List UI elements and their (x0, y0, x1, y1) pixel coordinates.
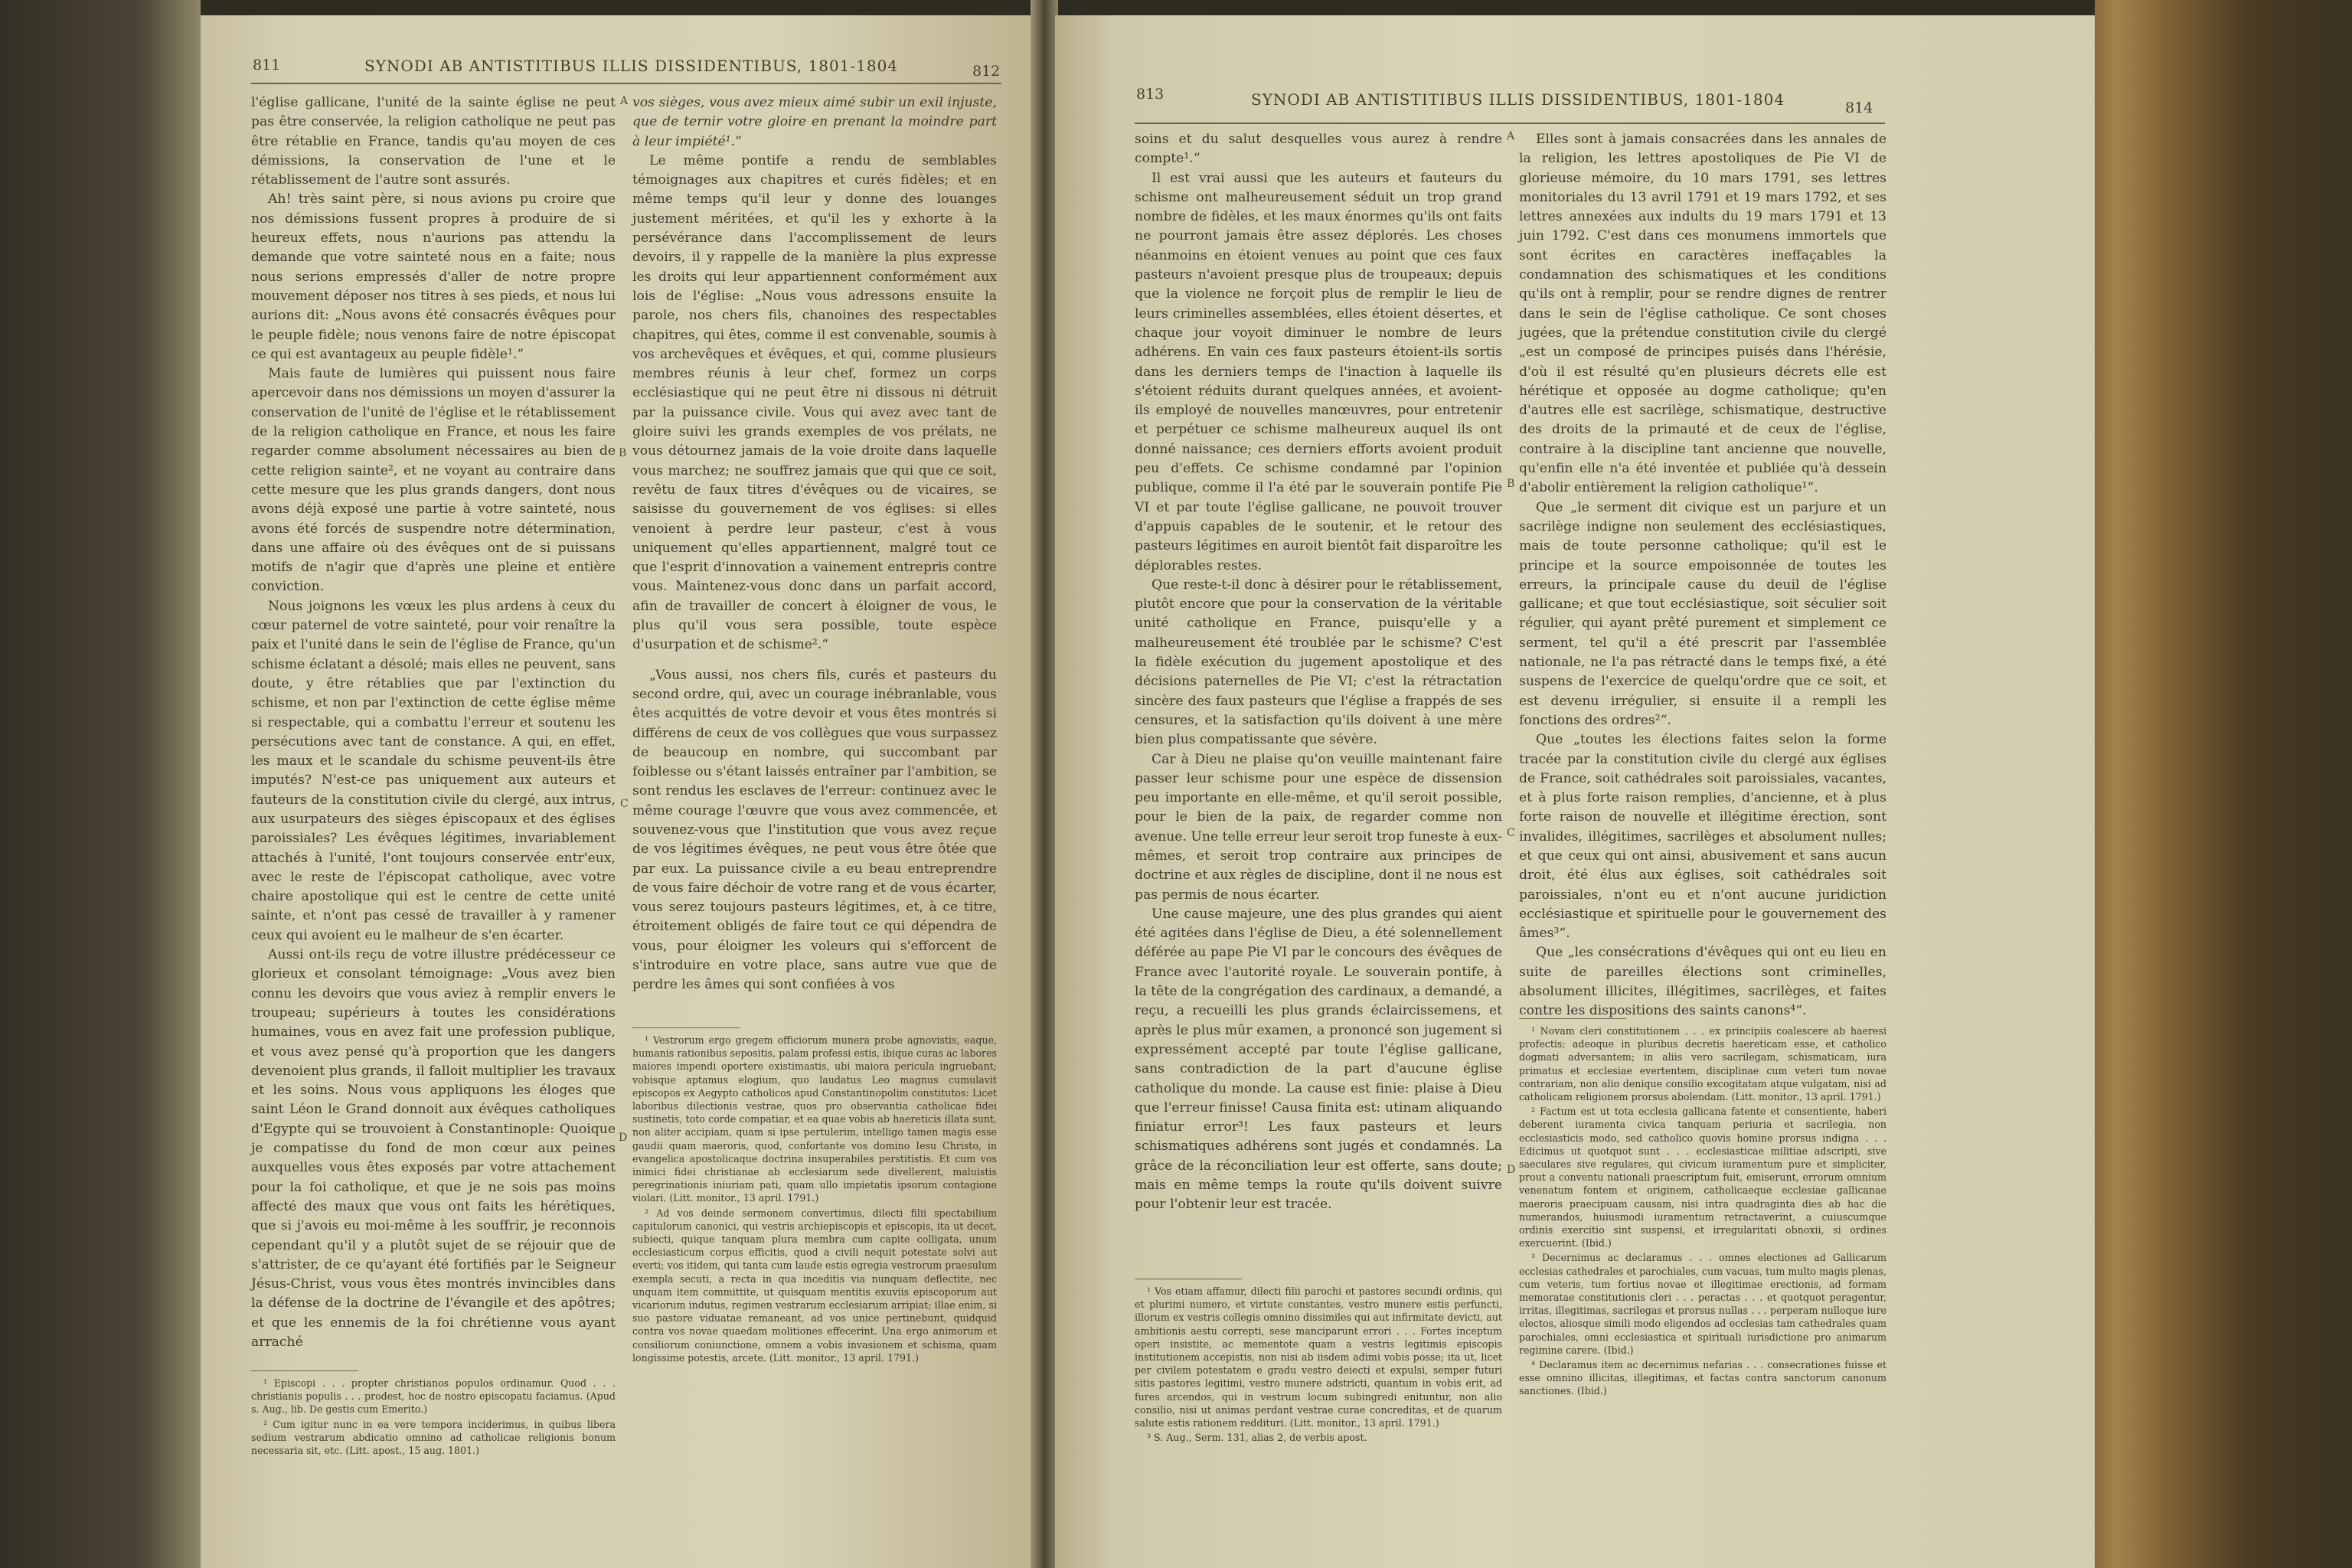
paragraph: Que „toutes les élections faites selon la forme tracée par la constitution civile du clergé aux églises de France, soit cathédrales soit paroissiales, vacantes, et à plus forte raison remplies, d'ancienne, et à plus forte raison de nouvelle et illégitime érection, sont invalides, illégitimes, sacrilèges et absolument nulles; et que ceux qui ont ainsi, abusivement et sans aucun droit, été élus aux églises, soit cathédrales soit paroissiales, n'ont eu et n'ont aucune juridiction ecclésiastique et spirituelle pour le gouvernement des âmes³“. (1519, 732, 1886, 942)
margin-letter-d: D (1507, 1164, 1516, 1176)
right-footnotes-a (1135, 1285, 1502, 1446)
footnote: ³ S. Aug., Serm. 131, alias 2, de verbis apost. (1147, 1432, 1367, 1444)
left-footnotes-b (632, 1034, 997, 1366)
margin-letter-b: B (1507, 478, 1515, 490)
paragraph: Elles sont à jamais consacrées dans les annales de la religion, les lettres apostoliques de Pie VI de glorieuse mémoire, du 10 mars 1791, ses lettres monitoriales du 13 avril 1791 et 19 mars 1792, et ses lettres annexées aux indults du 19 mars 1791 et 13 juin 1792. C'est dans ces monumens immortels que sont écrites en caractères ineffaçables la condamnation des schismatiques et les conditions qu'ils ont à remplir, pour se rendre dignes de rentrer dans le sein de l'église catholique. Ce sont choses jugées, que la prétendue constitution civile du clergé „est un composé de principes puisés dans l'hérésie, d'où il est résulté qu'en plusieurs décrets elle est hérétique et opposée au dogme catholique; qu'en d'autres elle est sacrilège, schismatique, destructive des droits de la primauté et de ceux de l'église, contraire à la discipline tant ancienne que nouvelle, qu'enfin elle n'a été inventée et publiée qu'à dessein d'abolir entièrement la religion catholique¹“. (1519, 132, 1886, 496)
footnote: ² Factum est ut tota ecclesia gallicana fatente et consentiente, haberi deberent iuramenta civica tanquam periuria et sacrilegia, non ecclesiasticis modo, sed catholico quovis homine prorsus indigna . . . Edicimus ut quotquot sunt . . . ecclesiasticae militiae adscripti, sive saeculares sive regulares, qui civicum iuramentum pure et simpliciter, prout a conventu nationali praescriptum fuit, emiserunt, errorum omnium venenatum fontem et originem, catholicaeque ecclesiae gallicanae maeroris praecipuam causam, nisi intra quadraginta dies ab hac die numerandos, huiusmodi iuramentum retractaverint, a cuiuscumque ordinis exercitio sint suspensi, et irregularitati obnoxii, si ordines exercuerint. (Ibid.) (1519, 1106, 1886, 1250)
paragraph: Mais faute de lumières qui puissent nous faire apercevoir dans nos démissions un moyen d'assurer la conservation de l'unité de l'église et le rétablissement de la religion catholique en France, et nous les faire regarder comme absolument nécessaires au bien de cette religion sainte², et ne voyant au contraire dans cette mesure que les plus grands dangers, dont nous avons déjà exposé une partie à votre sainteté, nous avons été forcés de suspendre notre détermination, dans une affaire où des évêques ont de si puissans motifs de n'agir que d'après une pleine et entière conviction. (251, 366, 616, 595)
footnote: ¹ Vestrorum ergo gregem officiorum munera probe agnovistis, eaque, humanis rationibus sepositis, palam professi estis, ibique curas ac labores maiores impendi oportere existimastis, ubi maiora pericula ingruebant; vobisque aptamus elogium, quo laudatus Leo magnus cumulavit episcopos ex Aegypto catholicos apud Constantinopolim constitutos: Licet laboribus dilectionis vestrae, quos pro observantia catholicae fidei sustinetis, toto corde compatiar, et ea quae vobis ab haereticis illata sunt, non aliter accipiam, quam si ipse pertulerim, intelligo tamen magis esse gaudii quam maeroris, quod, confortante vos domino Iesu Christo, in evangelica apostolicaque doctrina insuperabiles perstitistis. Et cum vos inimici fidei christianae ab ecclesiarum sede divellerent, maluistis peregrinationis iniuriam pati, quam ullo impietatis ipsorum contagione violari. (Litt. monitor., 13 april. 1791.) (632, 1034, 997, 1204)
right-column-b (1519, 130, 1886, 1021)
footnote: ¹ Vos etiam affamur, dilecti filii parochi et pastores secundi ordinis, qui et plurimi numero, et virtute constantes, vestro munere estis perfuncti, illorum ex vestris collegis omnino dissimiles qui aut infirmitate devicti, aut ambitionis aestu correpti, sese manciparunt errori . . . Fortes inceptum operi insistite, ac mementote quam a vestris legitimis episcopis institutionem accepistis, non nisi ab iisdem adimi vobis posse; ita ut, licet per civilem potestatem e gradu vestro deiecti et expulsi, semper futuri sitis pastores legitimi, vestro munere adstricti, quantum in vobis erit, ad fures arcendos, qui in vestrum locum subingredi enituntur, non alio consilio, nisi ut animas perdant vestrae curae concreditas, et de quarum salute estis rationem reddituri. (Litt. monitor., 13 april. 1791.) (1135, 1285, 1502, 1429)
book-gutter (1031, 0, 1058, 1568)
margin-letter-b: B (619, 447, 627, 459)
footnote: ² Cum igitur nunc in ea vere tempora inciderimus, in quibus libera sedium vestrarum abdicatio omnino ad catholicae religionis bonum necessaria sit, etc. (Litt. apost., 15 aug. 1801.) (251, 1418, 616, 1457)
paragraph: l'église gallicane, l'unité de la sainte église ne peut pas être conservée, la religion catholique ne peut pas être rétablie en France, tandis qu'au moyen de ces démissions, la conservation de l'une et le rétablissement de l'autre sont assurés. (251, 95, 616, 188)
paragraph: Nous joignons les vœux les plus ardens à ceux du cœur paternel de votre sainteté, pour voir renaître la paix et l'unité dans le sein de l'église de France, qu'un schisme éclatant a désolé; mais elles ne peuvent, sans doute, y être rétablies que par l'extinction du schisme, et non par l'extinction de cette église même si respectable, qui a combattu l'erreur et soutenu les persécutions avec tant de constance. A qui, en effet, les maux et le scandale du schisme peuvent-ils être imputés? N'est-ce pas uniquement aux auteurs et fauteurs de la constitution civile du clergé, aux intrus, aux usurpateurs des sièges épiscopaux et des églises paroissiales? Les évêques légitimes, invariablement attachés à l'unité, l'ont toujours conservée entr'eux, avec le reste de l'épiscopat catholique, avec votre chaire apostolique qui est le centre de cette unité sainte, et n'ont pas cessé de travailler à y ramener ceux qui avoient eu le malheur de s'en écarter. (251, 598, 616, 943)
header-rule (1135, 122, 1885, 124)
paragraph: Que reste-t-il donc à désirer pour le rétablissement, plutôt encore que pour la conservation de la véritable unité catholique en France, puisqu'elle y a malheureusement été troublée par le schisme? C'est la fidèle exécution du jugement apostolique et des décisions paternelles de Pie VI; c'est la rétractation sincère des faux pasteurs que l'église a frappés de ses censures, et la satisfaction qu'ils doivent à une mère bien plus compatissante que sévère. (1135, 577, 1502, 748)
paragraph: Ah! très saint père, si nous avions pu croire que nos démissions fussent propres à produire de si heureux effets, nous n'aurions pas attendu la demande que votre sainteté nous en a faite; nous nous serions empressés d'aller de notre propre mouvement déposer nos titres à ses pieds, et nous lui aurions dit: „Nous avons été consacrés évêques pour le peuple fidèle; nous venons faire de notre épiscopat ce qui est avantageux au peuple fidèle¹.“ (251, 191, 616, 362)
running-head-right: SYNODI AB ANTISTITIBUS ILLIS DISSIDENTIBUS, 1801-1804 (1251, 90, 1785, 109)
margin-letter-c: C (620, 798, 629, 810)
left-footnotes-a (251, 1377, 616, 1459)
page-number-814: 814 (1845, 100, 1873, 116)
page-number-812: 812 (972, 63, 1001, 80)
header-rule (251, 83, 1001, 84)
left-page (201, 15, 1032, 1568)
paragraph: „Vous aussi, nos chers fils, curés et pasteurs du second ordre, qui, avec un courage inébranlable, vous êtes acquittés de votre devoir et vous êtes montrés si différens de ceux de vos collègues que vous surpassez de beaucoup en nombre, qui succombant par foiblesse ou s'étant laissés entraîner par l'ambition, se sont rendus les esclaves de l'erreur: continuez avec le même courage l'œuvre que vous avez commencée, et souvenez-vous que l'institution que vous avez reçue de vos légitimes évêques, ne peut vous être ôtée que par eux. La puissance civile a eu beau entreprendre de vous faire déchoir de votre rang et de vous écarter, vous serez toujours pasteurs légitimes, et, à ce titre, étroitement obligés de faire tout ce qui dépendra de vous, pour éloigner les voleurs qui s'efforcent de s'introduire en votre place, sans autre vue que de perdre les âmes qui sont confiées à vos (632, 667, 997, 993)
left-column-a (251, 93, 616, 1352)
paragraph: Car à Dieu ne plaise qu'on veuille maintenant faire passer leur schisme pour une espèce de dissension peu importante en elle-même, et qu'il seroit possible, pour le bien de la paix, de regarder comme non avenue. Une telle erreur leur seroit trop funeste à eux-mêmes, et seroit trop contraire aux principes de doctrine et aux règles de discipline, dont il ne nous est pas permis de nous écarter. (1135, 751, 1502, 903)
paragraph: Que „les consécrations d'évêques qui ont eu lieu en suite de pareilles élections sont criminelles, absolument illicites, illégitimes, sacrilèges, et faites contre les dispositions des saints canons⁴“. (1519, 945, 1886, 1019)
paragraph: Une cause majeure, une des plus grandes qui aient été agitées dans l'église de Dieu, a été solennellement déférée au pape Pie VI par le concours des évêques de France avec l'autorité royale. Le souverain pontife, à la tête de la congrégation des cardinaux, a demandé, a reçu, a recueilli les plus grands éclaircissemens, et après le plus mûr examen, a prononcé son jugement si expressément accepté par toute l'église gallicane, sans contradiction de la part d'aucune église catholique du monde. La cause est finie: plaise à Dieu que l'erreur finisse! Causa finita est: utinam aliquando finiatur error³! Les faux pasteurs et leurs schismatiques adhérens sont jugés et condamnés. La grâce de la réconciliation leur est offerte, sans doute; mais en même temps la route qu'ils doivent suivre pour l'obtenir leur est tracée. (1135, 906, 1502, 1213)
running-head-left: SYNODI AB ANTISTITIBUS ILLIS DISSIDENTIBUS, 1801-1804 (364, 57, 899, 75)
margin-letter-a: A (1507, 130, 1515, 142)
paragraph: Aussi ont-ils reçu de votre illustre prédécesseur ce glorieux et consolant témoignage: „Vous avez bien connu les devoirs que vous aviez à remplir envers le troupeau; supérieurs à toutes les considérations humaines, vous en avez fait une profession publique, et vous avez pensé qu'à proportion que les dangers devenoient plus grands, il falloit multiplier les travaux et les soins. Nous vous appliquons les éloges que saint Léon le Grand donnoit aux évêques catholiques d'Egypte qui se trouvoient à Constantinople: Quoique je compatisse du fond de mon cœur aux peines auxquelles vous êtes exposés par votre attachement pour la foi catholique, et que je ne sois pas moins affecté des maux que vous ont faits les hérétiques, que si j'avois eu moi-même à les souffrir, je reconnois cependant qu'il y a plutôt sujet de se réjouir que de s'attrister, de ce qu'ayant été fortifiés par le Seigneur Jésus-Christ, vous vous êtes montrés invincibles dans la défense de la doctrine de l'évangile et des apôtres; et que les ennemis de la foi chrétienne vous ayant arraché (251, 947, 616, 1350)
paragraph: vos sièges, vous avez mieux aimé subir un exil injuste, que de ternir votre gloire en prenant la moindre part à leur impiété¹.“ (632, 95, 997, 149)
paragraph: Le même pontife a rendu de semblables témoignages aux chapitres et curés fidèles; et en même temps qu'il leur y donne des louanges justement méritées, et qu'il les y exhorte à la persévérance dans l'accomplissement de leurs devoirs, il y rappelle de la manière la plus expresse les droits qui leur appartiennent conformément aux lois de l'église: „Nous vous adressons ensuite la parole, nos chers fils, chanoines des respectables chapitres, qui êtes, comme il est convenable, soumis à vos archevêques et évêques, et qui, comme plusieurs membres réunis à leur chef, formez un corps ecclésiastique qui ne peut être ni dissous ni détruit par la puissance civile. Vous qui avez avec tant de gloire suivi les grands exemples de vos prélats, ne vous détournez jamais de la voie droite dans laquelle vous marchez; ne souffrez jamais que qui que ce soit, revêtu de faux titres d'évêques ou de vicaires, se saisisse du gouvernement de vos églises: si elles venoient à perdre leur pasteur, c'est à vous uniquement qu'elles appartiennent, malgré tout ce que l'esprit d'innovation a vainement entrepris contre vous. Maintenez-vous donc dans un parfait accord, afin de travailler de concert à éloigner de vous, le plus qu'il vous sera possible, toute espèce d'usurpation et de schisme².“ (632, 152, 997, 653)
page-number-813: 813 (1136, 86, 1165, 103)
paragraph: Il est vrai aussi que les auteurs et fauteurs du schisme ont malheureusement séduit un trop grand nombre de fidèles, et les maux énormes qu'ils ont faits ne pourront jamais être assez déplorés. Les choses néanmoins en étoient venues au point que ces faux pasteurs n'avoient presque plus de troupeaux; depuis que la violence ne forçoit plus de remplir le lieu de leurs criminelles assemblées, elles étoient désertes, et chaque jour voyoit diminuer le nombre de leurs adhérens. En vain ces faux pasteurs étoient-ils sortis dans les derniers temps de l'inaction à laquelle ils s'étoient réduits durant quelques années, et avoient-ils employé de nouvelles manœuvres, pour entretenir et perpétuer ce schisme malheureux auquel ils ont donné naissance; ces derniers efforts avoient produit peu d'effets. Ce schisme condamné par l'opinion publique, comme il l'a été par le souverain pontife Pie VI et par toute l'église gallicane, ne pouvoit trouver d'appuis capables de le soutenir, et le retour des pasteurs légitimes en auroit bientôt fait disparoître les déplorables restes. (1135, 170, 1502, 573)
page-number-811: 811 (253, 57, 281, 74)
paragraph: soins et du salut desquelles vous aurez à rendre compte¹.“ (1135, 132, 1502, 167)
left-column-b (632, 93, 997, 995)
right-page (1055, 15, 2095, 1568)
footnote-rule (251, 1370, 358, 1371)
right-column-a (1135, 130, 1502, 1215)
footnote: ¹ Novam cleri constitutionem . . . ex principiis coalescere ab haeresi profectis; adeoque in pluribus decretis haereticam esse, et catholico dogmati adversantem; in aliis vero sacrilegam, schismaticam, iura primatus et ecclesiae evertentem, disciplinae cum veteri tum novae contrariam, non alio denique consilio excogitatam atque vulgatam, nisi ad catholicam religionem prorsus abolendam. (Litt. monitor., 13 april. 1791.) (1519, 1025, 1886, 1103)
right-footnotes-b (1519, 1024, 1886, 1400)
footnote: ¹ Episcopi . . . propter christianos populos ordinamur. Quod . . . christianis populis . . . prodest, hoc de nostro episcopatu faciamus. (Apud s. Aug., lib. De gestis cum Emerito.) (251, 1377, 616, 1416)
book-cover-edge (2095, 0, 2352, 1568)
footnote: ² Ad vos deinde sermonem convertimus, dilecti filii spectabilium capitulorum canonici, qui vestris archiepiscopis et episcopis, ita ut decet, subiecti, quique tanquam plura membra cum capite colligata, unum ecclesiasticum corpus efficitis, quod a civili nequit potestate solvi aut everti; vos itidem, qui tanta cum laude estis egregia vestrorum praesulum exempla secuti, a recta in qua inceditis via nunquam deflectite, nec unquam item committite, ut quisquam mentitis exuviis episcoporum aut vicariorum indutus, regimen vestrarum ecclesiarum arripiat; illae enim, si suo pastore viduatae remaneant, ad vos unice pertinebunt, quidquid contra vos novae quaedam molitiones effecerint. Una ergo animorum et consiliorum coniunctione, omnem a vobis invasionem et schisma, quam longissime potestis, arcete. (Litt. monitor., 13 april. 1791.) (632, 1207, 997, 1364)
footnote: ³ Decernimus ac declaramus . . . omnes electiones ad Gallicarum ecclesias cathedrales et parochiales, cum vacuas, tum multo magis plenas, cum veteris, tum fortius novae et illegitimae erectionis, ad formam memoratae constitutionis cleri . . . peractas . . . et quotquot peragentur, irritas, illegitimas, sacrilegas et prorsus nullas . . . perperam nulloque iure electos, aliosque simili modo eligendos ad ecclesias tam cathedrales quam parochiales, omni ecclesiastica et spirituali iurisdictione pro animarum regimine carere. (Ibid.) (1519, 1252, 1886, 1356)
left-background (0, 0, 201, 1568)
margin-letter-d: D (619, 1132, 628, 1144)
margin-letter-a: A (620, 95, 629, 107)
footnote-rule (1519, 1018, 1626, 1019)
paragraph: Que „le serment dit civique est un parjure et un sacrilège indigne non seulement des ecclésiastiques, mais de toute personne catholique; qu'il est le principe et la source empoisonnée de toutes les erreurs, la principale cause du deuil de l'église gallicane; et que tout ecclésiastique, soit séculier soit régulier, qui ayant prêté purement et simplement ce serment, tel qu'il a été prescrit par l'assemblée nationale, ne l'a pas rétracté dans le temps fixé, a été suspens de l'exercice de quelqu'ordre que ce soit, et est devenu irrégulier, si ensuite il a rempli les fonctions des ordres²“. (1519, 499, 1886, 728)
footnote: ⁴ Declaramus item ac decernimus nefarias . . . consecrationes fuisse et esse omnino illicitas, illegitimas, et factas contra sanctorum canonum sanctiones. (Ibid.) (1519, 1359, 1886, 1397)
margin-letter-c: C (1507, 827, 1515, 839)
footnote-rule (632, 1027, 740, 1028)
